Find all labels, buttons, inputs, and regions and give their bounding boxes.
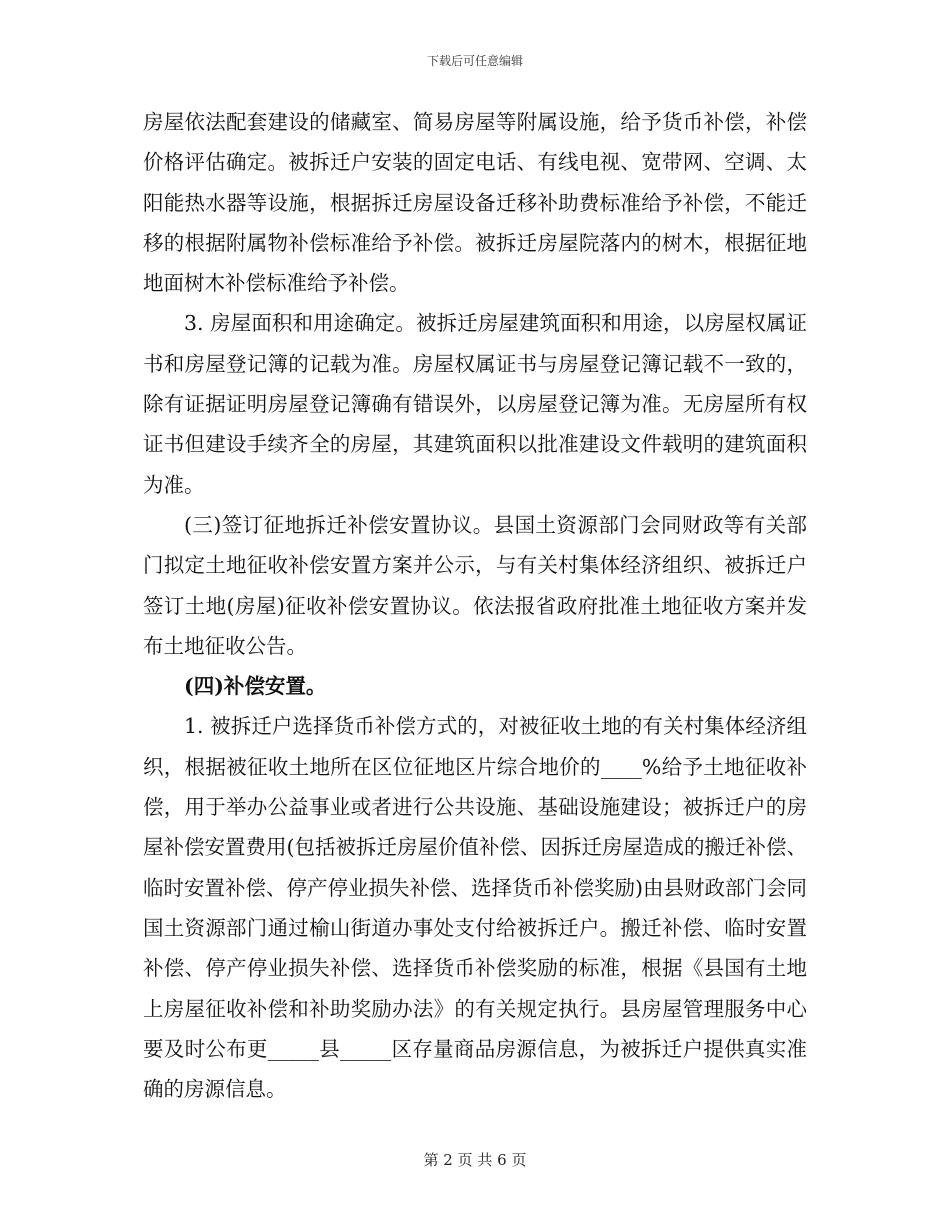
paragraph-appurtenance-compensation: 房屋依法配套建设的储藏室、简易房屋等附属设施，给予货币补偿，补偿价格评估确定。被拆迁户安装的固定电话、有线电视、宽带网、空调、太阳能热水器等设施，根据拆迁房屋设备迁移补助费标准给予补偿，不能迁移的根据附属物补偿标准给予补偿。被拆迁房屋院落内的树木，根据征地地面树木补偿标准给予补偿。 xyxy=(143,110,807,296)
document-body xyxy=(143,102,807,1109)
paragraph-area-and-use: 3. 房屋面积和用途确定。被拆迁房屋建筑面积和用途，以房屋权属证书和房屋登记簿的记载为准。房屋权属证书与房屋登记簿记载不一致的，除有证据证明房屋登记簿确有错误外，以房屋登记簿为准。无房屋所有权证书但建设手续齐全的房屋，其建筑面积以批准建设文件载明的建筑面积为准。 xyxy=(143,311,807,497)
section-heading-compensation: (四)补偿安置。 xyxy=(184,674,327,699)
paragraph-sign-agreement: (三)签订征地拆迁补偿安置协议。县国土资源部门会同财政等有关部门拟定土地征收补偿安置方案并公示，与有关村集体经济组织、被拆迁户签订土地(房屋)征收补偿安置协议。依法报省政府批准土地征收方案并发布土地征收公告。 xyxy=(143,512,807,658)
page-header: 下载后可任意编辑 xyxy=(426,54,523,68)
paragraph-monetary-compensation: 1. 被拆迁户选择货币补偿方式的，对被征收土地的有关村集体经济组织，根据被征收土地所在区位征地区片综合地价的____%给予土地征收补偿，用于举办公益事业或者进行公共设施、基础设施建设；被拆迁户的房屋补偿安置费用(包括被拆迁房屋价值补偿、因拆迁房屋造成的搬迁补偿、临时安置补偿、停产停业损失补偿、选择货币补偿奖励)由县财政部门会同国土资源部门通过榆山街道办事处支付给被拆迁户。搬迁补偿、临时安置补偿、停产停业损失补偿、选择货币补偿奖励的标准，根据《县国有土地上房屋征收补偿和补助奖励办法》的有关规定执行。县房屋管理服务中心要及时公布更_____县_____区存量商品房源信息，为被拆迁户提供真实准确的房源信息。 xyxy=(143,714,807,1102)
page-number: 第 2 页 共 6 页 xyxy=(423,1151,527,1169)
